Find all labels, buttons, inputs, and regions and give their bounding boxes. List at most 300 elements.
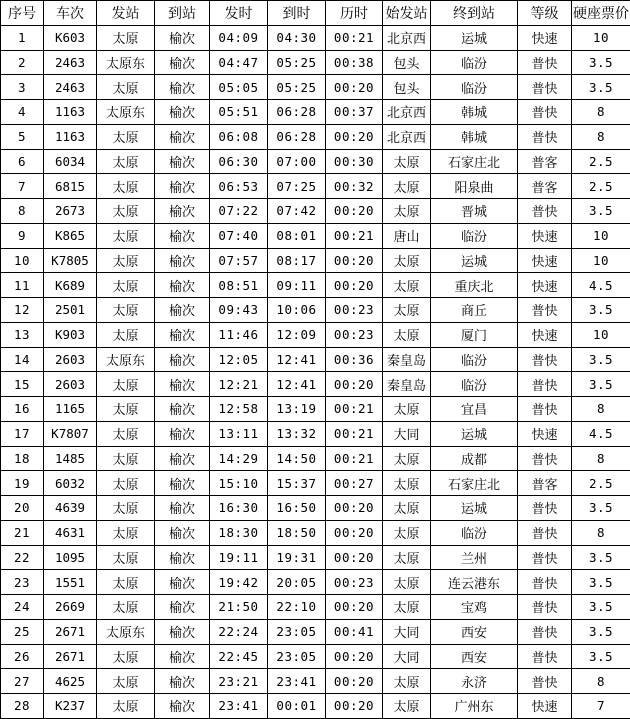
cell-to-station: 榆次 [155,149,210,174]
cell-train-number: K7805 [44,248,97,273]
cell-from-station: 太原 [97,149,155,174]
column-header-origin-station: 始发站 [383,1,431,26]
cell-to-station: 榆次 [155,397,210,422]
cell-duration: 00:20 [326,644,383,669]
cell-hard-seat-fare: 8 [572,100,630,125]
cell-hard-seat-fare: 3.5 [572,545,630,570]
cell-depart-time: 11:46 [210,322,268,347]
cell-duration: 00:20 [326,248,383,273]
cell-hard-seat-fare: 3.5 [572,595,630,620]
cell-origin-station: 太原 [383,397,431,422]
cell-from-station: 太原 [97,124,155,149]
cell-hard-seat-fare: 3.5 [572,298,630,323]
cell-to-station: 榆次 [155,223,210,248]
cell-arrive-time: 12:09 [268,322,326,347]
table-row [1,149,630,174]
cell-index: 24 [1,595,44,620]
cell-train-number: 2501 [44,298,97,323]
cell-terminal-station: 连云港东 [431,570,518,595]
cell-hard-seat-fare: 3.5 [572,644,630,669]
cell-to-station: 榆次 [155,75,210,100]
cell-index: 3 [1,75,44,100]
cell-depart-time: 19:42 [210,570,268,595]
cell-index: 4 [1,100,44,125]
cell-arrive-time: 18:50 [268,520,326,545]
cell-index: 9 [1,223,44,248]
cell-train-class: 普快 [518,397,572,422]
table-row [1,619,630,644]
table-row [1,595,630,620]
cell-index: 18 [1,446,44,471]
cell-train-class: 普客 [518,174,572,199]
cell-terminal-station: 韩城 [431,124,518,149]
table-row [1,223,630,248]
cell-arrive-time: 08:17 [268,248,326,273]
cell-train-class: 普快 [518,50,572,75]
cell-index: 15 [1,372,44,397]
cell-from-station: 太原 [97,322,155,347]
cell-terminal-station: 永济 [431,669,518,694]
cell-duration: 00:20 [326,199,383,224]
cell-duration: 00:32 [326,174,383,199]
cell-arrive-time: 23:05 [268,619,326,644]
cell-from-station: 太原 [97,75,155,100]
column-header-index: 序号 [1,1,44,26]
table-row [1,644,630,669]
cell-origin-station: 太原 [383,298,431,323]
cell-train-number: K603 [44,25,97,50]
cell-train-class: 快速 [518,421,572,446]
cell-train-class: 普快 [518,124,572,149]
cell-hard-seat-fare: 3.5 [572,50,630,75]
cell-train-number: 2673 [44,199,97,224]
cell-hard-seat-fare: 3.5 [572,570,630,595]
cell-train-class: 普快 [518,520,572,545]
cell-origin-station: 太原 [383,570,431,595]
cell-from-station: 太原 [97,520,155,545]
cell-to-station: 榆次 [155,25,210,50]
table-row [1,471,630,496]
cell-origin-station: 太原 [383,669,431,694]
cell-depart-time: 07:22 [210,199,268,224]
cell-duration: 00:20 [326,496,383,521]
cell-train-class: 普客 [518,149,572,174]
cell-to-station: 榆次 [155,496,210,521]
cell-terminal-station: 重庆北 [431,273,518,298]
cell-train-class: 快速 [518,273,572,298]
cell-arrive-time: 06:28 [268,124,326,149]
cell-arrive-time: 04:30 [268,25,326,50]
cell-arrive-time: 13:32 [268,421,326,446]
cell-to-station: 榆次 [155,199,210,224]
cell-from-station: 太原 [97,570,155,595]
cell-duration: 00:21 [326,223,383,248]
cell-train-class: 普快 [518,100,572,125]
cell-origin-station: 太原 [383,322,431,347]
cell-arrive-time: 19:31 [268,545,326,570]
cell-hard-seat-fare: 3.5 [572,347,630,372]
cell-duration: 00:21 [326,421,383,446]
cell-train-number: 2671 [44,619,97,644]
cell-origin-station: 太原 [383,694,431,719]
cell-to-station: 榆次 [155,446,210,471]
cell-index: 8 [1,199,44,224]
cell-origin-station: 包头 [383,50,431,75]
cell-from-station: 太原 [97,644,155,669]
cell-origin-station: 秦皇岛 [383,347,431,372]
table-row [1,50,630,75]
cell-terminal-station: 广州东 [431,694,518,719]
cell-origin-station: 太原 [383,248,431,273]
cell-train-class: 普快 [518,199,572,224]
cell-depart-time: 06:30 [210,149,268,174]
table-row [1,174,630,199]
cell-hard-seat-fare: 2.5 [572,149,630,174]
cell-duration: 00:20 [326,545,383,570]
cell-duration: 00:23 [326,322,383,347]
cell-train-number: 2671 [44,644,97,669]
cell-depart-time: 05:05 [210,75,268,100]
cell-index: 16 [1,397,44,422]
cell-from-station: 太原 [97,595,155,620]
cell-arrive-time: 09:11 [268,273,326,298]
cell-index: 20 [1,496,44,521]
cell-duration: 00:20 [326,124,383,149]
cell-to-station: 榆次 [155,322,210,347]
cell-train-number: K689 [44,273,97,298]
cell-origin-station: 大同 [383,421,431,446]
cell-train-number: 2603 [44,347,97,372]
cell-index: 17 [1,421,44,446]
table-row [1,199,630,224]
cell-train-class: 普客 [518,471,572,496]
column-header-train-number: 车次 [44,1,97,26]
cell-arrive-time: 08:01 [268,223,326,248]
cell-origin-station: 太原 [383,520,431,545]
cell-arrive-time: 12:41 [268,347,326,372]
cell-from-station: 太原 [97,25,155,50]
cell-to-station: 榆次 [155,595,210,620]
cell-arrive-time: 07:25 [268,174,326,199]
cell-from-station: 太原 [97,496,155,521]
cell-origin-station: 太原 [383,273,431,298]
cell-depart-time: 08:51 [210,273,268,298]
cell-to-station: 榆次 [155,273,210,298]
cell-to-station: 榆次 [155,347,210,372]
cell-train-number: 1165 [44,397,97,422]
table-row [1,421,630,446]
cell-arrive-time: 06:28 [268,100,326,125]
cell-train-number: K237 [44,694,97,719]
cell-duration: 00:20 [326,694,383,719]
cell-arrive-time: 13:19 [268,397,326,422]
cell-to-station: 榆次 [155,669,210,694]
cell-train-number: 1485 [44,446,97,471]
cell-duration: 00:27 [326,471,383,496]
table-row [1,298,630,323]
cell-index: 23 [1,570,44,595]
cell-depart-time: 16:30 [210,496,268,521]
cell-index: 10 [1,248,44,273]
cell-to-station: 榆次 [155,570,210,595]
cell-from-station: 太原东 [97,100,155,125]
cell-train-class: 快速 [518,322,572,347]
cell-index: 12 [1,298,44,323]
cell-hard-seat-fare: 4.5 [572,421,630,446]
cell-duration: 00:21 [326,25,383,50]
cell-terminal-station: 运城 [431,25,518,50]
cell-origin-station: 唐山 [383,223,431,248]
cell-train-class: 快速 [518,25,572,50]
cell-origin-station: 太原 [383,149,431,174]
cell-train-class: 快速 [518,223,572,248]
column-header-from-station: 发站 [97,1,155,26]
cell-from-station: 太原东 [97,50,155,75]
cell-from-station: 太原 [97,669,155,694]
column-header-depart-time: 发时 [210,1,268,26]
table-row [1,694,630,719]
table-row [1,397,630,422]
table-row [1,446,630,471]
cell-from-station: 太原 [97,298,155,323]
cell-terminal-station: 石家庄北 [431,471,518,496]
cell-origin-station: 北京西 [383,25,431,50]
table-row [1,570,630,595]
cell-duration: 00:41 [326,619,383,644]
cell-terminal-station: 临汾 [431,347,518,372]
column-header-arrive-time: 到时 [268,1,326,26]
cell-duration: 00:20 [326,595,383,620]
cell-hard-seat-fare: 8 [572,520,630,545]
cell-from-station: 太原 [97,446,155,471]
cell-terminal-station: 运城 [431,421,518,446]
cell-to-station: 榆次 [155,100,210,125]
cell-depart-time: 21:50 [210,595,268,620]
cell-index: 5 [1,124,44,149]
cell-arrive-time: 10:06 [268,298,326,323]
cell-train-class: 普快 [518,496,572,521]
table-body [1,25,630,718]
cell-hard-seat-fare: 3.5 [572,75,630,100]
table-row [1,273,630,298]
table-row [1,347,630,372]
cell-train-class: 普快 [518,669,572,694]
cell-duration: 00:30 [326,149,383,174]
cell-train-number: 2463 [44,50,97,75]
cell-index: 11 [1,273,44,298]
cell-train-number: K865 [44,223,97,248]
cell-to-station: 榆次 [155,545,210,570]
cell-arrive-time: 20:05 [268,570,326,595]
cell-to-station: 榆次 [155,520,210,545]
cell-terminal-station: 临汾 [431,50,518,75]
cell-train-number: 2669 [44,595,97,620]
cell-depart-time: 12:21 [210,372,268,397]
cell-origin-station: 太原 [383,174,431,199]
cell-duration: 00:21 [326,397,383,422]
cell-train-number: 4631 [44,520,97,545]
cell-train-number: K903 [44,322,97,347]
cell-to-station: 榆次 [155,248,210,273]
cell-to-station: 榆次 [155,298,210,323]
table-row [1,75,630,100]
table-row [1,496,630,521]
column-header-duration: 历时 [326,1,383,26]
cell-from-station: 太原 [97,248,155,273]
cell-from-station: 太原 [97,421,155,446]
column-header-train-class: 等级 [518,1,572,26]
cell-index: 26 [1,644,44,669]
cell-depart-time: 18:30 [210,520,268,545]
table-row [1,25,630,50]
cell-hard-seat-fare: 8 [572,397,630,422]
cell-terminal-station: 韩城 [431,100,518,125]
cell-hard-seat-fare: 3.5 [572,199,630,224]
cell-origin-station: 秦皇岛 [383,372,431,397]
cell-arrive-time: 15:37 [268,471,326,496]
cell-terminal-station: 运城 [431,496,518,521]
cell-origin-station: 太原 [383,199,431,224]
cell-train-number: 6815 [44,174,97,199]
cell-train-number: 1095 [44,545,97,570]
cell-duration: 00:21 [326,446,383,471]
cell-depart-time: 12:05 [210,347,268,372]
cell-origin-station: 太原 [383,471,431,496]
cell-depart-time: 19:11 [210,545,268,570]
cell-terminal-station: 厦门 [431,322,518,347]
cell-hard-seat-fare: 10 [572,248,630,273]
cell-duration: 00:20 [326,520,383,545]
cell-arrive-time: 22:10 [268,595,326,620]
cell-hard-seat-fare: 8 [572,669,630,694]
cell-depart-time: 04:09 [210,25,268,50]
cell-arrive-time: 14:50 [268,446,326,471]
cell-duration: 00:23 [326,570,383,595]
cell-to-station: 榆次 [155,124,210,149]
cell-train-class: 普快 [518,644,572,669]
cell-terminal-station: 运城 [431,248,518,273]
cell-terminal-station: 西安 [431,619,518,644]
cell-to-station: 榆次 [155,619,210,644]
cell-depart-time: 04:47 [210,50,268,75]
table-row [1,545,630,570]
table-row [1,248,630,273]
cell-depart-time: 09:43 [210,298,268,323]
cell-hard-seat-fare: 3.5 [572,619,630,644]
column-header-hard-seat-fare: 硬座票价 [572,1,630,26]
cell-origin-station: 北京西 [383,100,431,125]
table-row [1,100,630,125]
cell-terminal-station: 临汾 [431,372,518,397]
cell-depart-time: 07:57 [210,248,268,273]
cell-depart-time: 06:53 [210,174,268,199]
header-row [1,1,630,26]
cell-hard-seat-fare: 8 [572,124,630,149]
cell-duration: 00:20 [326,75,383,100]
cell-depart-time: 15:10 [210,471,268,496]
table-row [1,124,630,149]
cell-train-class: 普快 [518,372,572,397]
cell-depart-time: 22:24 [210,619,268,644]
cell-arrive-time: 16:50 [268,496,326,521]
cell-origin-station: 太原 [383,595,431,620]
cell-hard-seat-fare: 2.5 [572,471,630,496]
cell-hard-seat-fare: 2.5 [572,174,630,199]
cell-hard-seat-fare: 4.5 [572,273,630,298]
cell-terminal-station: 兰州 [431,545,518,570]
cell-depart-time: 07:40 [210,223,268,248]
cell-hard-seat-fare: 7 [572,694,630,719]
cell-train-class: 普快 [518,347,572,372]
cell-train-number: K7807 [44,421,97,446]
cell-train-class: 普快 [518,545,572,570]
cell-index: 6 [1,149,44,174]
cell-depart-time: 23:21 [210,669,268,694]
cell-terminal-station: 成都 [431,446,518,471]
cell-train-class: 快速 [518,248,572,273]
table-row [1,669,630,694]
cell-depart-time: 12:58 [210,397,268,422]
cell-hard-seat-fare: 3.5 [572,372,630,397]
cell-from-station: 太原 [97,694,155,719]
cell-from-station: 太原 [97,174,155,199]
cell-hard-seat-fare: 10 [572,25,630,50]
cell-index: 25 [1,619,44,644]
cell-terminal-station: 石家庄北 [431,149,518,174]
cell-to-station: 榆次 [155,471,210,496]
cell-arrive-time: 05:25 [268,50,326,75]
table-row [1,322,630,347]
cell-arrive-time: 23:05 [268,644,326,669]
cell-from-station: 太原 [97,545,155,570]
cell-index: 28 [1,694,44,719]
cell-from-station: 太原 [97,199,155,224]
cell-duration: 00:38 [326,50,383,75]
cell-to-station: 榆次 [155,50,210,75]
column-header-terminal-station: 终到站 [431,1,518,26]
cell-index: 13 [1,322,44,347]
cell-to-station: 榆次 [155,174,210,199]
cell-train-class: 普快 [518,619,572,644]
cell-hard-seat-fare: 10 [572,223,630,248]
cell-from-station: 太原东 [97,619,155,644]
cell-from-station: 太原 [97,471,155,496]
cell-hard-seat-fare: 3.5 [572,496,630,521]
cell-train-number: 2463 [44,75,97,100]
cell-train-number: 4639 [44,496,97,521]
cell-train-number: 6032 [44,471,97,496]
cell-to-station: 榆次 [155,372,210,397]
cell-train-class: 普快 [518,298,572,323]
cell-hard-seat-fare: 8 [572,446,630,471]
cell-origin-station: 太原 [383,545,431,570]
cell-duration: 00:20 [326,372,383,397]
cell-from-station: 太原 [97,273,155,298]
cell-train-number: 1163 [44,100,97,125]
cell-origin-station: 北京西 [383,124,431,149]
cell-arrive-time: 00:01 [268,694,326,719]
cell-duration: 00:20 [326,669,383,694]
cell-terminal-station: 临汾 [431,223,518,248]
cell-terminal-station: 临汾 [431,520,518,545]
cell-index: 22 [1,545,44,570]
cell-index: 19 [1,471,44,496]
cell-terminal-station: 商丘 [431,298,518,323]
cell-terminal-station: 阳泉曲 [431,174,518,199]
cell-origin-station: 太原 [383,496,431,521]
cell-depart-time: 06:08 [210,124,268,149]
cell-index: 14 [1,347,44,372]
